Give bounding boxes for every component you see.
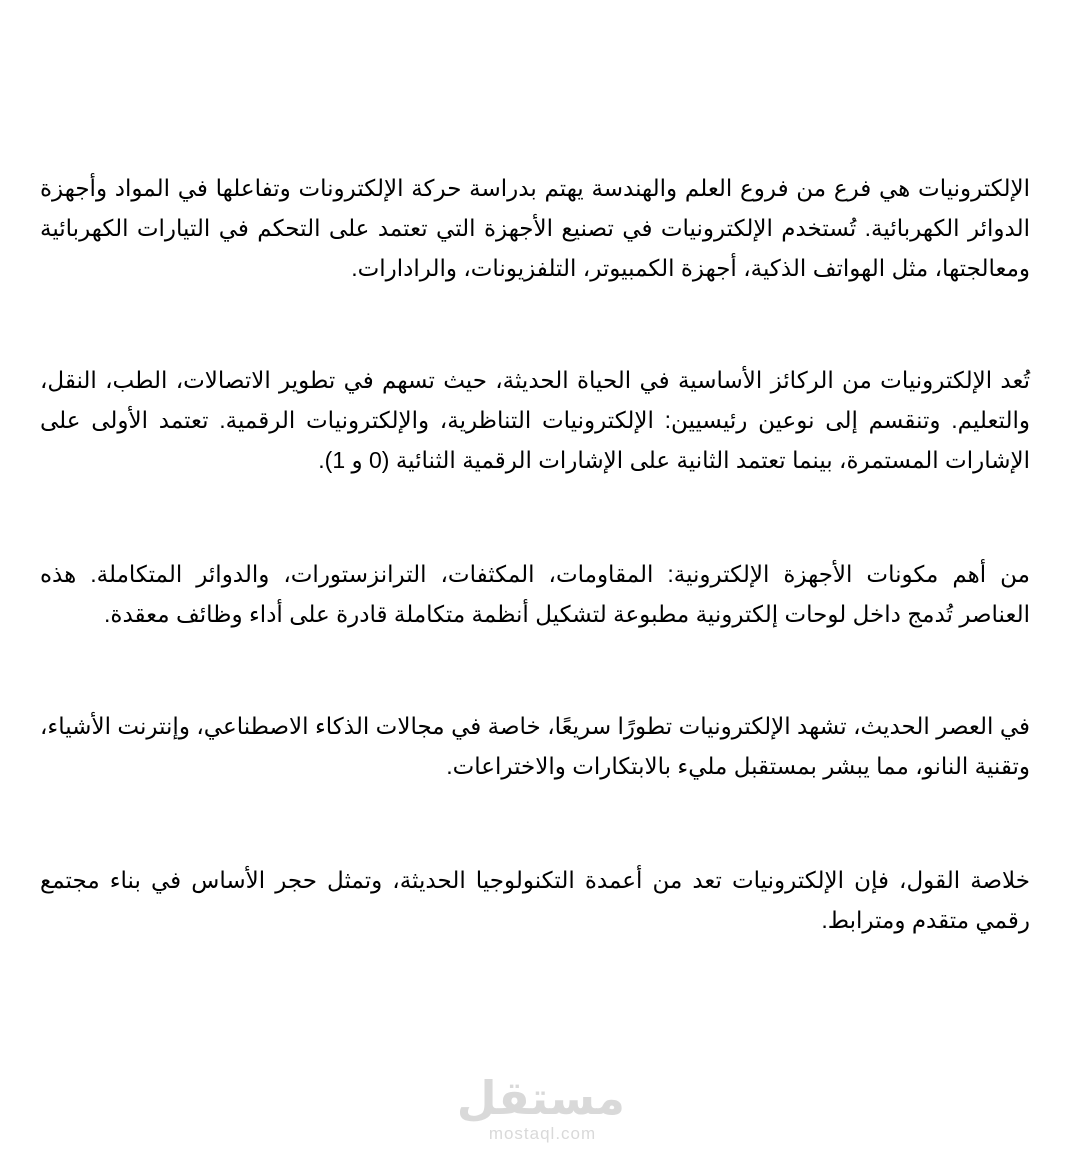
mostaql-watermark <box>456 1071 625 1152</box>
paragraph-definition: الإلكترونيات هي فرع من فروع العلم والهندسة يهتم بدراسة حركة الإلكترونات وتفاعلها في المواد وأجهزة الدوائر الكهربائية. تُستخدم الإلكترونيات في تصنيع الأجهزة التي تعتمد على التحكم في التيارات الكهربائية ومعالجتها، مثل الهواتف الذكية، أجهزة الكمبيوتر، التلفزيونات، والرادارات. <box>40 175 1030 281</box>
paragraph-importance: تُعد الإلكترونيات من الركائز الأساسية في الحياة الحديثة، حيث تسهم في تطوير الاتصالات، الطب، النقل، والتعليم. وتنقسم إلى نوعين رئيسيين: الإلكترونيات التناظرية، والإلكترونيات الرقمية. تعتمد الأولى على الإشارات المستمرة، بينما تعتمد الثانية على الإشارات الرقمية الثنائية (0 و 1). <box>40 367 1030 473</box>
paragraph-modern-era: في العصر الحديث، تشهد الإلكترونيات تطورًا سريعًا، خاصة في مجالات الذكاء الاصطناعي، وإنترنت الأشياء، وتقنية النانو، مما يبشر بمستقبل مليء بالابتكارات والاختراعات. <box>40 713 1030 779</box>
mostaql-url: mostaql.com <box>488 1124 597 1143</box>
paragraph-conclusion: خلاصة القول، فإن الإلكترونيات تعد من أعمدة التكنولوجيا الحديثة، وتمثل حجر الأساس في بناء مجتمع رقمي متقدم ومترابط. <box>40 867 1030 933</box>
paragraph-components: من أهم مكونات الأجهزة الإلكترونية: المقاومات، المكثفات، الترانزستورات، والدوائر المتكاملة. هذه العناصر تُدمج داخل لوحات إلكترونية مطبوعة لتشكيل أنظمة متكاملة قادرة على أداء وظائف معقدة. <box>40 561 1030 627</box>
mostaql-logo: مستقل <box>456 1071 625 1125</box>
